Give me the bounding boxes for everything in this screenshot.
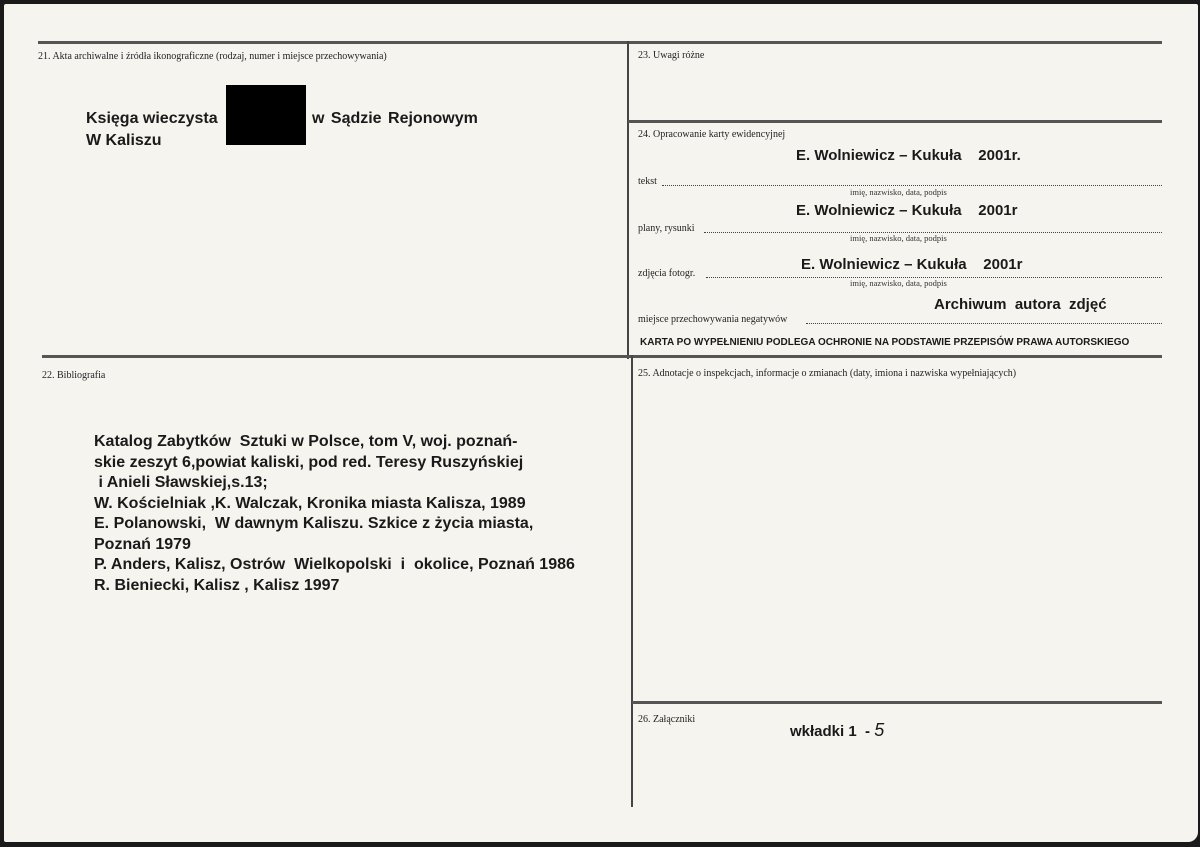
field-plans-caption: imię, nazwisko, data, podpis <box>850 233 947 243</box>
field-text-caption: imię, nazwisko, data, podpis <box>850 187 947 197</box>
author-photos-value: E. Wolniewicz – Kukuła 2001r <box>801 256 1023 273</box>
bibliography-entry: W. Kościelniak ,K. Walczak, Kronika miasta Kalisza, 1989 <box>94 494 526 512</box>
section-22-label: 22. Bibliografia <box>42 370 106 381</box>
redaction-block <box>226 85 306 145</box>
field-text-line <box>662 184 1162 186</box>
field-text-label: tekst <box>638 176 657 187</box>
bibliography-entry: Poznań 1979 <box>94 535 191 553</box>
copyright-notice: KARTA PO WYPEŁNIENIU PODLEGA OCHRONIE NA PODSTAWIE PRZEPISÓW PRAWA AUTORSKIEGO <box>640 337 1130 348</box>
attachments-value <box>790 720 884 741</box>
bibliography-list <box>94 432 575 596</box>
section-21-label: 21. Akta archiwalne i źródła ikonograficzne (rodzaj, numer i miejsce przechowywania) <box>38 51 387 62</box>
bibliography-entry: Katalog Zabytków Sztuki w Polsce, tom V, woj. poznań- <box>94 433 518 450</box>
section-21-city: W Kaliszu <box>86 132 162 149</box>
field-photos-caption: imię, nazwisko, data, podpis <box>850 278 947 288</box>
section-25-label: 25. Adnotacje o inspekcjach, informacje o zmianach (daty, imiona i nazwiska wypełniających) <box>638 368 1017 379</box>
column-divider-upper <box>627 41 629 359</box>
bibliography-entry: P. Anders, Kalisz, Ostrów Wielkopolski i okolice, Poznań 1986 <box>94 556 575 573</box>
attachments-text: wkładki 1 - <box>790 723 875 740</box>
column-divider-lower <box>631 355 633 807</box>
section-21-record-prefix: Księga wieczysta <box>86 110 218 127</box>
section-26-label: 26. Załączniki <box>638 714 696 725</box>
bibliography-entry: E. Polanowski, W dawnym Kaliszu. Szkice z życia miasta, <box>94 515 534 532</box>
bibliography-entry: R. Bieniecki, Kalisz , Kalisz 1997 <box>94 576 340 594</box>
section-23-label: 23. Uwagi różne <box>638 50 705 61</box>
section-26-rule <box>632 701 1162 704</box>
field-negatives-line <box>806 322 1162 324</box>
top-rule <box>38 41 1162 44</box>
record-card-page <box>4 4 1198 842</box>
negatives-location-value: Archiwum autora zdjęć <box>934 296 1107 313</box>
field-plans-label: plany, rysunki <box>638 223 695 234</box>
field-negatives-label: miejsce przechowywania negatywów <box>638 314 788 325</box>
section-21-court: w Sądzie Rejonowym <box>312 110 478 127</box>
middle-rule <box>42 355 1162 358</box>
author-text-value: E. Wolniewicz – Kukuła 2001r. <box>796 147 1021 164</box>
section-24-label: 24. Opracowanie karty ewidencyjnej <box>638 129 786 140</box>
attachments-count: 5 <box>874 720 885 740</box>
section-23-24-rule <box>628 120 1162 123</box>
bibliography-entry: skie zeszyt 6,powiat kaliski, pod red. Teresy Ruszyńskiej <box>94 453 524 471</box>
bibliography-entry: i Anieli Sławskiej,s.13; <box>94 474 268 491</box>
author-plans-value: E. Wolniewicz – Kukuła 2001r <box>796 202 1018 219</box>
field-photos-label: zdjęcia fotogr. <box>638 268 696 279</box>
